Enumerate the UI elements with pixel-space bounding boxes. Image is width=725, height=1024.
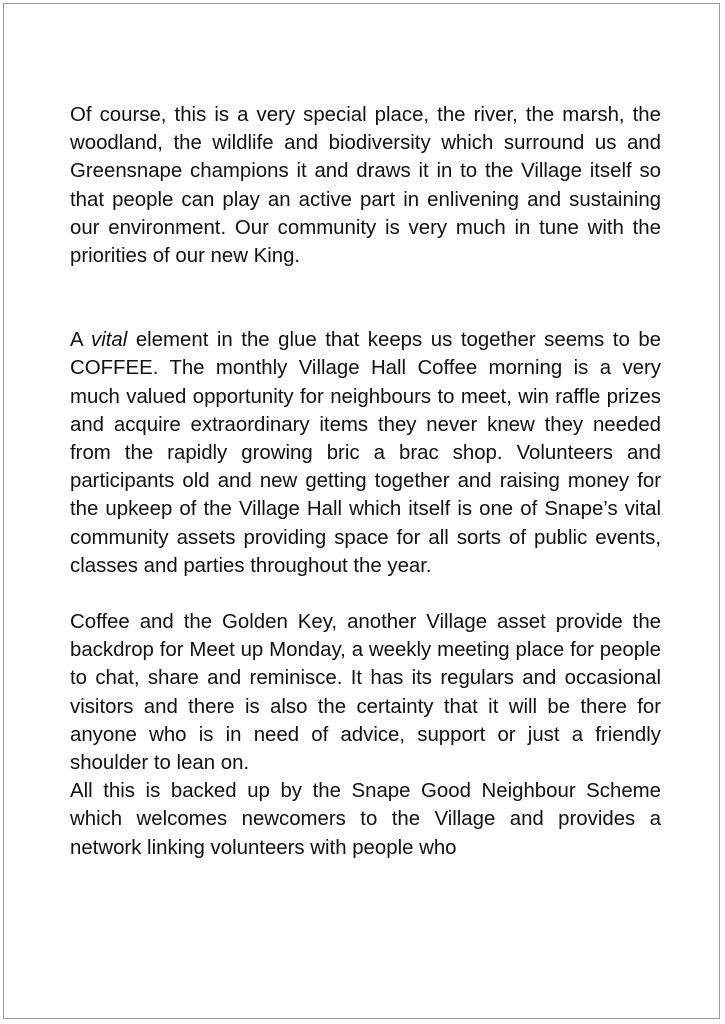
document-body (70, 101, 661, 862)
paragraph-spacer (70, 270, 661, 326)
document-page (3, 3, 720, 1019)
paragraph-meet-up-monday: Coffee and the Golden Key, another Village asset provide the backdrop for Meet up Monday, a weekly meeting place for people to chat, share and reminisce. It has its regulars and occasional visitors and there is also the certainty that it will be there for anyone who is in need of advice, support or just a friendly shoulder to lean on. (70, 611, 661, 775)
paragraph-coffee-rest: element in the glue that keeps us together seems to be COFFEE. The monthly Village Hall Coffee morning is a very much valued opportunity for neighbours to meet, win raffle prizes and acquire extraordinary items they never knew they needed from the rapidly growing bric a brac shop. Volunteers and participants old and new getting together and raising money for the upkeep of the Village Hall which itself is one of Snape’s vital community assets providing space for all sorts of public events, classes and parties throughout the year. (70, 329, 661, 577)
paragraph-spacer (70, 580, 661, 608)
emphasis-vital: vital (91, 329, 128, 352)
paragraph-environment: Of course, this is a very special place, the river, the marsh, the woodland, the wildlife and biodiversity which surround us and Greensnape champions it and draws it in to the Village itself so that people can play an active part in enlivening and sustaining our environment. Our community is very much in tune with the priorities of our new King. (70, 104, 661, 268)
paragraph-coffee (70, 326, 661, 580)
paragraph-good-neighbour: All this is backed up by the Snape Good Neighbour Scheme which welcomes newcomers to the Village and provides a network linking volunteers with people who (70, 780, 661, 859)
paragraph-coffee-start: A (70, 329, 92, 352)
